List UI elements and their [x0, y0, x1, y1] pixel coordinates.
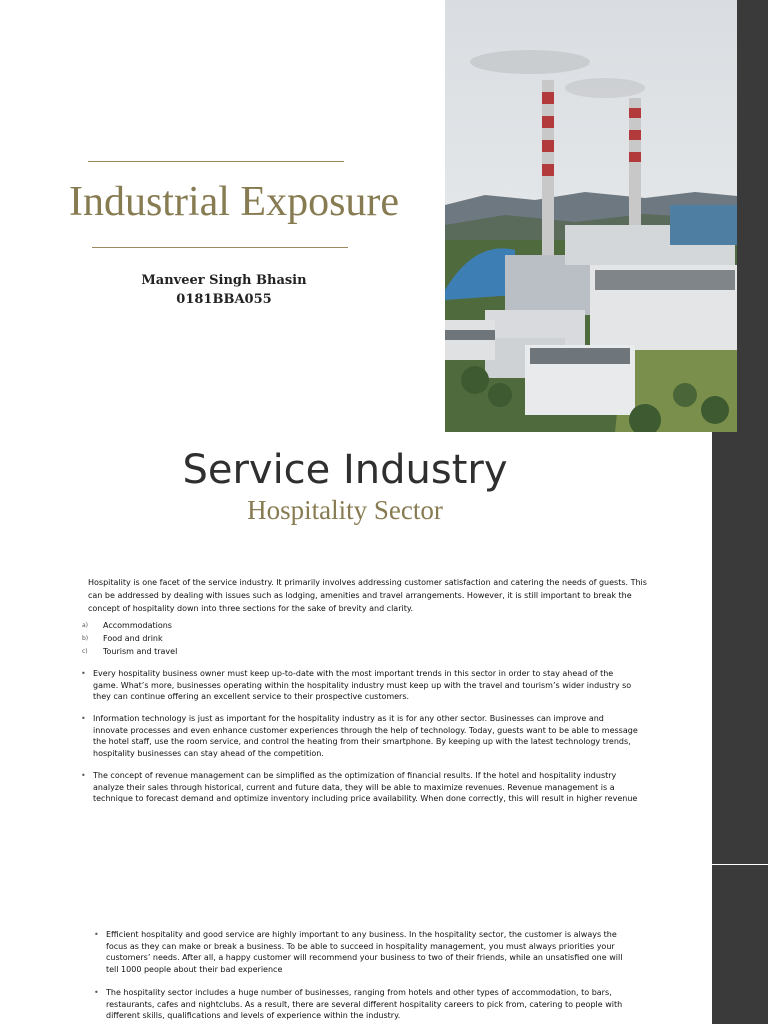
- list-marker: b): [82, 635, 89, 642]
- list-item-label: Food and drink: [103, 634, 163, 643]
- list-item-label: Tourism and travel: [103, 647, 178, 656]
- list-item: [82, 619, 382, 632]
- bullet-text: The concept of revenue management can be simplified as the optimization of financial results. If the hotel and hospitality industry analyze their sales through historical, current and future data, they will be able to maximize revenues. Revenue management is a technique to forecast demand and optimize inventory including price availability. When done correctly, this will result in higher revenue: [93, 771, 638, 803]
- section-list: [82, 619, 382, 658]
- list-marker: a): [82, 622, 89, 629]
- bullet-item: [94, 929, 636, 975]
- author-name: Manveer Singh Bhasin: [141, 273, 307, 288]
- author-id: 0181BBA055: [176, 292, 272, 307]
- power-plant-photo: [445, 0, 737, 432]
- slide-subtitle: Hospitality Sector: [247, 495, 443, 525]
- slide-title: Industrial Exposure: [68, 179, 400, 225]
- bullet-text: Efficient hospitality and good service are highly important to any business. In the hospitality sector, the customer is always the focus as they can make or break a business. To be able to succeed in hospitality management, you must always priorities your customers’ needs. After all, a happy customer will recommend your business to two of their friends, while an unsatisfied one will tell 1000 people about their bad experience: [106, 930, 623, 974]
- slide-title: Service Industry: [182, 447, 508, 493]
- bullet-icon: •: [81, 714, 86, 723]
- title-rule-bottom: [92, 247, 348, 248]
- bullet-icon: •: [81, 771, 86, 780]
- bullet-item: [81, 668, 638, 703]
- bullet-icon: •: [94, 988, 99, 997]
- bullet-text: Information technology is just as important for the hospitality industry as it is for any other sector. Businesses can improve and innovate processes and even enhance customer experiences through the help of technology. Today, guests want to be able to message the hotel staff, use the room service, and control the heating from their smartphone. By keeping up with the latest technology trends, hospitality businesses can stay ahead of the competition.: [93, 714, 638, 758]
- bullet-icon: •: [94, 930, 99, 939]
- title-rule-top: [88, 161, 344, 162]
- side-bar: [712, 432, 768, 864]
- list-marker: c): [82, 648, 88, 655]
- side-bar: [737, 0, 768, 432]
- list-item: [82, 645, 382, 658]
- bullet-text: Every hospitality business owner must keep up-to-date with the most important trends in this sector in order to stay ahead of the game. What’s more, businesses operating within the hospitality industry must keep up with the travel and tourism’s wider industry so they can continue offering an excellent service to their prospective customers.: [93, 669, 632, 701]
- list-item-label: Accommodations: [103, 621, 172, 630]
- list-item: [82, 632, 382, 645]
- title-slide: [0, 0, 768, 432]
- intro-paragraph: Hospitality is one facet of the service industry. It primarily involves addressing customer satisfaction and catering the needs of guests. This can be addressed by dealing with issues such as lodging, amenities and travel arrangements. However, it is still important to break the concept of hospitality down into three sections for the sake of brevity and clarity.: [88, 578, 647, 613]
- bullet-item: [81, 770, 638, 805]
- bullet-item: [94, 987, 636, 1022]
- side-bar: [712, 865, 768, 1024]
- bullet-icon: •: [81, 669, 86, 678]
- bullet-item: [81, 713, 638, 759]
- bullet-text: The hospitality sector includes a huge number of businesses, ranging from hotels and other types of accommodation, to bars, restaurants, cafes and nightclubs. As a result, there are several different hospitality careers to pick from, catering to people with different skills, qualifications and levels of experience within the industry.: [106, 988, 623, 1020]
